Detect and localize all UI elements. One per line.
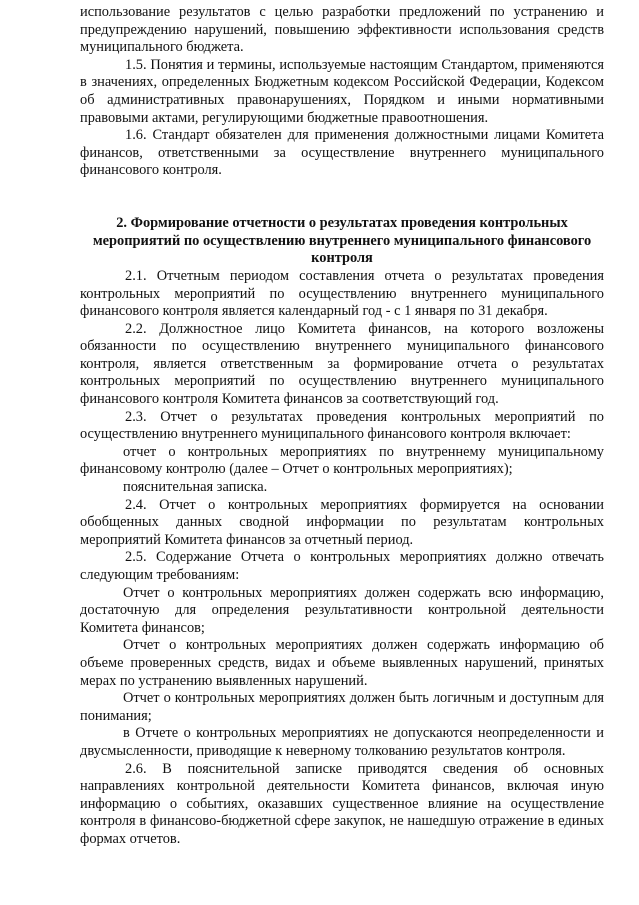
paragraph-continuation: использование результатов с целью разработки предложений по устранению и предупреждению нарушений, повышению эффективности использования средств муниципального бюджета. xyxy=(80,4,604,56)
requirement-item: в Отчете о контрольных мероприятиях не допускаются неопределенности и двусмысленности, приводящие к неверному толкованию результатов контроля. xyxy=(80,725,604,759)
paragraph-1-5: 1.5. Понятия и термины, используемые настоящим Стандартом, применяются в значениях, определенных Бюджетным кодексом Российской Федерации, Кодексом об административных правонарушениях, Порядком и иными нормативными правовыми актами, регулирующими бюджетные правоотношения. xyxy=(80,56,604,126)
paragraph-1-6: 1.6. Стандарт обязателен для применения должностными лицами Комитета финансов, ответственными за осуществление внутреннего муниципального финансового контроля. xyxy=(80,127,604,179)
paragraph-2-4: 2.4. Отчет о контрольных мероприятиях формируется на основании обобщенных данных сводной информации по результатам контрольных мероприятий Комитета финансов за отчетный период. xyxy=(80,496,604,548)
requirement-item: Отчет о контрольных мероприятиях должен быть логичным и доступным для понимания; xyxy=(80,690,604,724)
list-item-report: отчет о контрольных мероприятиях по внутреннему муниципальному финансовому контролю (далее – Отчет о контрольных мероприятиях); xyxy=(80,443,604,478)
spacer xyxy=(80,198,604,216)
list-item-note: пояснительная записка. xyxy=(123,479,268,496)
requirement-item: Отчет о контрольных мероприятиях должен содержать информацию об объеме проверенных средств, видах и объеме выявленных нарушений, принятых мерах по устранению выявленных нарушений. xyxy=(80,637,604,689)
paragraph-2-6: 2.6. В пояснительной записке приводятся сведения об основных направлениях контрольной деятельности Комитета финансов, включая иную информацию о событиях, оказавших существенное влияние на осуществление контроля в финансово-бюджетной сфере закупок, не нашедшую отражение в единых формах отчетов. xyxy=(80,760,604,847)
paragraph-2-1: 2.1. Отчетным периодом составления отчета о результатах проведения контрольных мероприятий по осуществлению внутреннего муниципального финансового контроля является календарный год - с 1 января по 31 декабря. xyxy=(80,267,604,320)
paragraph-2-3: 2.3. Отчет о результатах проведения контрольных мероприятий по осуществлению внутреннего муниципального финансового контроля включает: xyxy=(80,408,604,443)
paragraph-2-5: 2.5. Содержание Отчета о контрольных мероприятиях должно отвечать следующим требованиям: xyxy=(80,549,604,583)
paragraph-2-2: 2.2. Должностное лицо Комитета финансов, на которого возложены обязанности по осуществлению внутреннего муниципального финансового контроля, является ответственным за формирование отчета о результатах контрольных мероприятий по осуществлению внутреннего муниципального финансового контроля Комитета финансов за соответствующий год. xyxy=(80,320,604,408)
spacer xyxy=(80,180,604,198)
requirement-item: Отчет о контрольных мероприятиях должен содержать всю информацию, достаточную для определения результативности контрольной деятельности Комитета финансов; xyxy=(80,584,604,636)
section-2-heading: 2. Формирование отчетности о результатах проведения контрольных мероприятий по осуществлению внутреннего муниципального финансового контроля xyxy=(92,215,592,267)
